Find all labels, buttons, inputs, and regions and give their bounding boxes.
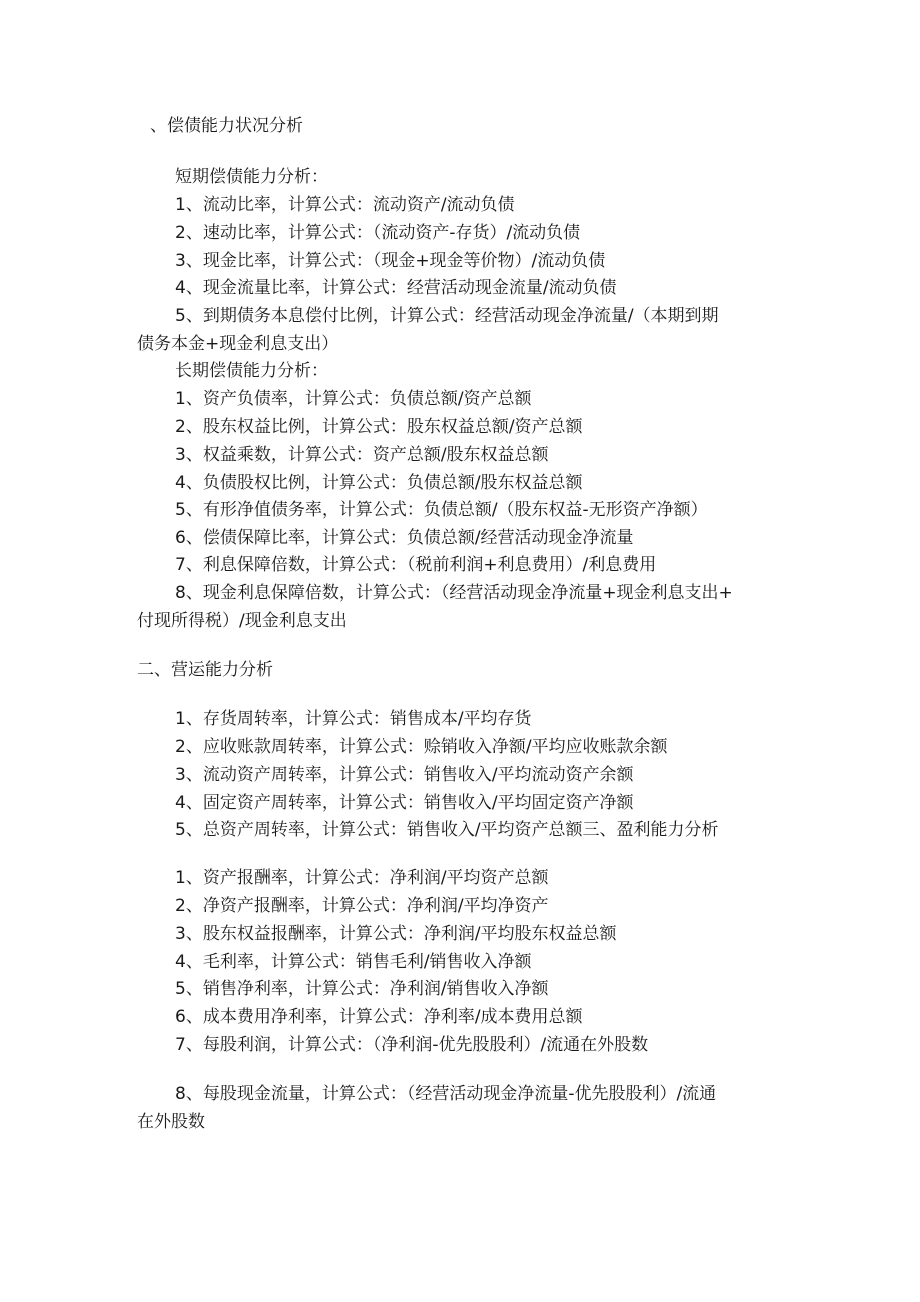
list-item: 1、资产报酬率，计算公式：净利润/平均资产总额 bbox=[175, 868, 549, 888]
section-heading-solvency: 、偿债能力状况分析 bbox=[150, 116, 303, 136]
list-item-continuation: 付现所得税）/现金利息支出 bbox=[137, 611, 347, 631]
list-item: 1、资产负债率，计算公式：负债总额/资产总额 bbox=[175, 389, 532, 409]
list-item: 3、现金比率，计算公式：（现金+现金等价物）/流动负债 bbox=[175, 251, 606, 271]
list-item: 6、偿债保障比率，计算公式：负债总额/经营活动现金净流量 bbox=[175, 528, 634, 548]
list-item: 8、现金利息保障倍数，计算公式：（经营活动现金净流量+现金利息支出+ bbox=[175, 583, 733, 603]
list-item: 2、净资产报酬率，计算公式：净利润/平均净资产 bbox=[175, 896, 549, 916]
list-item: 4、现金流量比率，计算公式：经营活动现金流量/流动负债 bbox=[175, 278, 617, 298]
list-item: 2、股东权益比例，计算公式：股东权益总额/资产总额 bbox=[175, 417, 583, 437]
list-item: 8、每股现金流量，计算公式：（经营活动现金净流量-优先股股利）/流通 bbox=[175, 1084, 717, 1104]
section-heading-operating: 二、营运能力分析 bbox=[137, 660, 273, 680]
list-item: 7、利息保障倍数，计算公式：（税前利润+利息费用）/利息费用 bbox=[175, 555, 657, 575]
list-item: 1、流动比率，计算公式：流动资产/流动负债 bbox=[175, 195, 515, 215]
list-item: 2、速动比率，计算公式：（流动资产-存货）/流动负债 bbox=[175, 223, 581, 243]
list-item: 7、每股利润，计算公式：（净利润-优先股股利）/流通在外股数 bbox=[175, 1035, 649, 1055]
list-item-continuation: 债务本金+现金利息支出） bbox=[137, 334, 339, 354]
list-item: 4、固定资产周转率，计算公式：销售收入/平均固定资产净额 bbox=[175, 793, 634, 813]
subheading-long-term: 长期偿债能力分析： bbox=[175, 361, 328, 381]
list-item: 4、负债股权比例，计算公式：负债总额/股东权益总额 bbox=[175, 473, 583, 493]
list-item: 3、流动资产周转率，计算公式：销售收入/平均流动资产余额 bbox=[175, 765, 634, 785]
list-item: 5、总资产周转率，计算公式：销售收入/平均资产总额三、盈利能力分析 bbox=[175, 820, 719, 840]
list-item: 5、到期债务本息偿付比例，计算公式：经营活动现金净流量/（本期到期 bbox=[175, 306, 719, 326]
list-item: 1、存货周转率，计算公式：销售成本/平均存货 bbox=[175, 709, 532, 729]
list-item: 3、股东权益报酬率，计算公式：净利润/平均股东权益总额 bbox=[175, 924, 617, 944]
list-item: 3、权益乘数，计算公式：资产总额/股东权益总额 bbox=[175, 445, 549, 465]
list-item: 5、有形净值债务率，计算公式：负债总额/（股东权益-无形资产净额） bbox=[175, 500, 708, 520]
list-item: 5、销售净利率，计算公式：净利润/销售收入净额 bbox=[175, 979, 549, 999]
list-item: 6、成本费用净利率，计算公式：净利率/成本费用总额 bbox=[175, 1007, 583, 1027]
list-item: 4、毛利率，计算公式：销售毛利/销售收入净额 bbox=[175, 952, 532, 972]
list-item-continuation: 在外股数 bbox=[137, 1112, 205, 1132]
list-item: 2、应收账款周转率，计算公式：赊销收入净额/平均应收账款余额 bbox=[175, 737, 668, 757]
subheading-short-term: 短期偿债能力分析： bbox=[175, 167, 328, 187]
